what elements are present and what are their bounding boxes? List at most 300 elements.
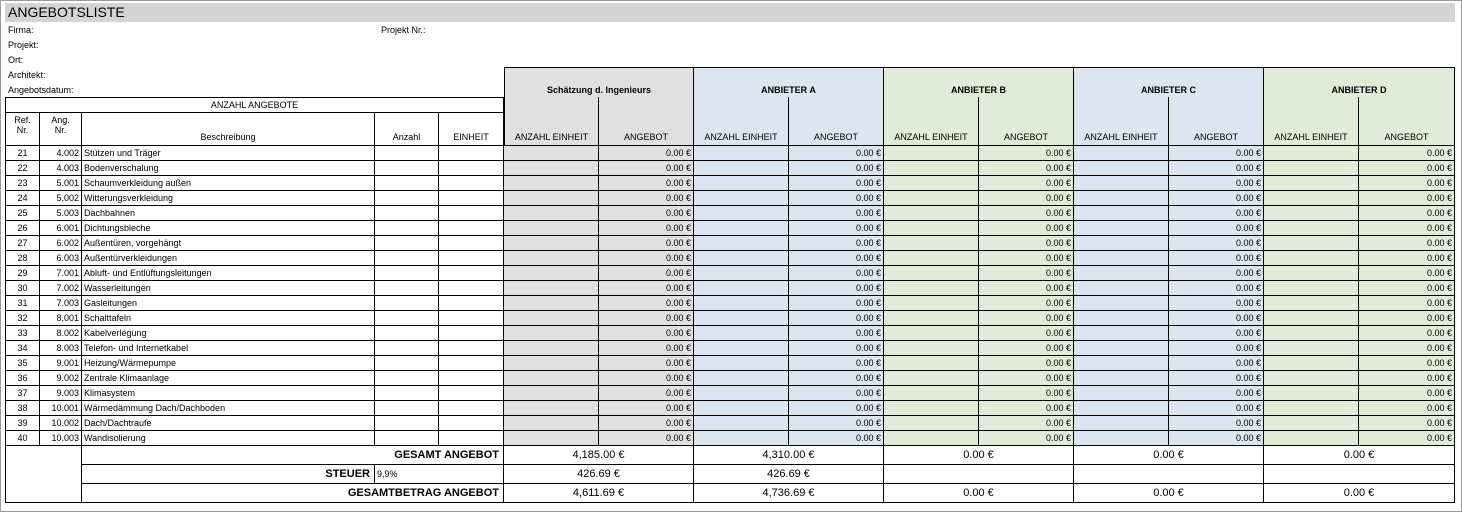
- angebot-value-cell[interactable]: 0.00 €: [789, 356, 884, 371]
- anzahl-einheit-cell[interactable]: [1264, 266, 1359, 281]
- anzahl-cell[interactable]: [375, 251, 439, 266]
- anzahl-einheit-cell[interactable]: [884, 266, 979, 281]
- anzahl-einheit-cell[interactable]: [504, 296, 599, 311]
- anzahl-einheit-cell[interactable]: [1264, 311, 1359, 326]
- einheit-cell[interactable]: [439, 266, 504, 281]
- anzahl-einheit-cell[interactable]: [504, 311, 599, 326]
- ref-cell: 31: [5, 296, 40, 311]
- beschreibung-cell[interactable]: Dach/Dachtraufe: [82, 416, 375, 431]
- angebot-value-cell[interactable]: 0.00 €: [789, 386, 884, 401]
- angebot-value-cell[interactable]: 0.00 €: [1359, 431, 1455, 446]
- angebot-value-cell[interactable]: 0.00 €: [599, 161, 694, 176]
- einheit-cell[interactable]: [439, 221, 504, 236]
- anzahl-einheit-cell[interactable]: [884, 296, 979, 311]
- anzahl-einheit-cell[interactable]: [1264, 401, 1359, 416]
- anzahl-einheit-cell[interactable]: [1264, 416, 1359, 431]
- angebot-value-cell[interactable]: 0.00 €: [789, 161, 884, 176]
- angebot-value-cell[interactable]: 0.00 €: [599, 236, 694, 251]
- ref-cell: 35: [5, 356, 40, 371]
- angebot-value-cell[interactable]: 0.00 €: [1359, 161, 1455, 176]
- angebot-value-cell[interactable]: 0.00 €: [979, 311, 1074, 326]
- angebot-value-cell[interactable]: 0.00 €: [789, 401, 884, 416]
- angebot-value-cell[interactable]: 0.00 €: [599, 386, 694, 401]
- angebot-value-cell[interactable]: 0.00 €: [979, 251, 1074, 266]
- angebot-value-cell[interactable]: 0.00 €: [599, 371, 694, 386]
- angebot-value-cell[interactable]: 0.00 €: [599, 266, 694, 281]
- anzahl-cell[interactable]: [375, 356, 439, 371]
- angebot-value-cell[interactable]: 0.00 €: [979, 296, 1074, 311]
- angebot-value-cell[interactable]: 0.00 €: [789, 191, 884, 206]
- anzahl-einheit-cell[interactable]: [884, 416, 979, 431]
- einheit-cell[interactable]: [439, 281, 504, 296]
- anzahl-einheit-cell[interactable]: [884, 401, 979, 416]
- ang-nr-cell: 8.003: [40, 341, 82, 356]
- anzahl-einheit-cell[interactable]: [884, 371, 979, 386]
- angebot-value-cell[interactable]: 0.00 €: [789, 251, 884, 266]
- angebot-value-cell[interactable]: 0.00 €: [979, 206, 1074, 221]
- anzahl-einheit-cell[interactable]: [1264, 341, 1359, 356]
- einheit-cell[interactable]: [439, 341, 504, 356]
- angebot-value-cell[interactable]: 0.00 €: [979, 356, 1074, 371]
- angebot-header-1: ANGEBOT: [789, 97, 884, 146]
- angebot-value-cell[interactable]: 0.00 €: [979, 191, 1074, 206]
- einheit-cell[interactable]: [439, 161, 504, 176]
- ref-cell: 23: [5, 176, 40, 191]
- einheit-cell[interactable]: [439, 146, 504, 161]
- angebot-value-cell[interactable]: 0.00 €: [599, 356, 694, 371]
- anzahl-einheit-cell[interactable]: [884, 281, 979, 296]
- angebot-value-cell[interactable]: 0.00 €: [979, 326, 1074, 341]
- angebot-value-cell[interactable]: 0.00 €: [979, 401, 1074, 416]
- gesamtbetrag-label: GESAMTBETRAG ANGEBOT: [82, 484, 504, 503]
- anzahl-einheit-cell[interactable]: [694, 401, 789, 416]
- angebot-value-cell[interactable]: 0.00 €: [599, 281, 694, 296]
- anzahl-einheit-cell[interactable]: [1264, 386, 1359, 401]
- anzahl-einheit-cell[interactable]: [1074, 161, 1169, 176]
- anzahl-einheit-cell[interactable]: [504, 416, 599, 431]
- angebot-value-cell[interactable]: 0.00 €: [1169, 281, 1264, 296]
- beschreibung-cell[interactable]: Wärmedämmung Dach/Dachboden: [82, 401, 375, 416]
- angebot-value-cell[interactable]: 0.00 €: [789, 431, 884, 446]
- anzahl-einheit-cell[interactable]: [1074, 206, 1169, 221]
- anzahl-cell[interactable]: [375, 311, 439, 326]
- beschreibung-cell[interactable]: Wandisolierung: [82, 431, 375, 446]
- anzahl-einheit-cell[interactable]: [1074, 311, 1169, 326]
- anzahl-cell[interactable]: [375, 266, 439, 281]
- anzahl-einheit-cell[interactable]: [504, 251, 599, 266]
- anzahl-einheit-cell[interactable]: [884, 386, 979, 401]
- angebot-value-cell[interactable]: 0.00 €: [1359, 266, 1455, 281]
- angebot-value-cell[interactable]: 0.00 €: [1359, 236, 1455, 251]
- anzahl-einheit-cell[interactable]: [884, 311, 979, 326]
- angebot-value-cell[interactable]: 0.00 €: [1359, 176, 1455, 191]
- anzahl-einheit-cell[interactable]: [694, 311, 789, 326]
- anzahl-cell[interactable]: [375, 206, 439, 221]
- anzahl-einheit-cell[interactable]: [884, 221, 979, 236]
- ref-cell: 39: [5, 416, 40, 431]
- einheit-cell[interactable]: [439, 191, 504, 206]
- anzahl-einheit-cell[interactable]: [504, 206, 599, 221]
- anzahl-cell[interactable]: [375, 191, 439, 206]
- anzahl-einheit-cell[interactable]: [694, 146, 789, 161]
- anzahl-einheit-cell[interactable]: [1074, 401, 1169, 416]
- ref-cell: 24: [5, 191, 40, 206]
- anzahl-einheit-cell[interactable]: [1074, 326, 1169, 341]
- angebot-value-cell[interactable]: 0.00 €: [979, 371, 1074, 386]
- angebot-value-cell[interactable]: 0.00 €: [599, 296, 694, 311]
- anzahl-einheit-cell[interactable]: [1264, 236, 1359, 251]
- anzahl-einheit-cell[interactable]: [694, 371, 789, 386]
- datum-label: Angebotsdatum:: [8, 85, 74, 95]
- beschreibung-cell[interactable]: Dichtungsbleche: [82, 221, 375, 236]
- einheit-cell[interactable]: [439, 251, 504, 266]
- angebot-value-cell[interactable]: 0.00 €: [1169, 221, 1264, 236]
- anzahl-einheit-cell[interactable]: [694, 161, 789, 176]
- ang-nr-cell: 6.002: [40, 236, 82, 251]
- angebot-value-cell[interactable]: 0.00 €: [599, 221, 694, 236]
- angebot-value-cell[interactable]: 0.00 €: [789, 341, 884, 356]
- anzahl-einheit-cell[interactable]: [884, 341, 979, 356]
- anzahl-einheit-cell[interactable]: [504, 176, 599, 191]
- anzahl-einheit-cell[interactable]: [694, 431, 789, 446]
- anzahl-einheit-cell[interactable]: [884, 206, 979, 221]
- angebot-value-cell[interactable]: 0.00 €: [789, 281, 884, 296]
- gesamt-value: 0.00 €: [1074, 446, 1264, 465]
- beschreibung-cell[interactable]: Schalttafeln: [82, 311, 375, 326]
- anzahl-einheit-cell[interactable]: [1264, 206, 1359, 221]
- anzahl-einheit-cell[interactable]: [884, 146, 979, 161]
- beschreibung-cell[interactable]: Zentrale Klimaanlage: [82, 371, 375, 386]
- anzahl-cell[interactable]: [375, 146, 439, 161]
- anzahl-einheit-cell[interactable]: [1264, 356, 1359, 371]
- einheit-cell[interactable]: [439, 236, 504, 251]
- anzahl-einheit-cell[interactable]: [504, 221, 599, 236]
- angebot-value-cell[interactable]: 0.00 €: [1169, 431, 1264, 446]
- anzahl-einheit-cell[interactable]: [504, 161, 599, 176]
- anzahl-einheit-cell[interactable]: [1264, 146, 1359, 161]
- angebot-value-cell[interactable]: 0.00 €: [979, 281, 1074, 296]
- anzahl-einheit-cell[interactable]: [1074, 191, 1169, 206]
- angebot-header-4: ANGEBOT: [1359, 97, 1455, 146]
- gesamtbetrag-value: 0.00 €: [884, 484, 1074, 503]
- anzahl-einheit-cell[interactable]: [694, 221, 789, 236]
- anzahl-einheit-cell[interactable]: [504, 431, 599, 446]
- angebot-value-cell[interactable]: 0.00 €: [1169, 416, 1264, 431]
- ang-nr-cell: 9.003: [40, 386, 82, 401]
- anzahl-einheit-cell[interactable]: [1264, 326, 1359, 341]
- angebot-value-cell[interactable]: 0.00 €: [1359, 311, 1455, 326]
- angebot-value-cell[interactable]: 0.00 €: [979, 341, 1074, 356]
- angebot-value-cell[interactable]: 0.00 €: [1169, 146, 1264, 161]
- angebot-value-cell[interactable]: 0.00 €: [979, 146, 1074, 161]
- angebot-value-cell[interactable]: 0.00 €: [599, 326, 694, 341]
- anzahl-einheit-cell[interactable]: [694, 191, 789, 206]
- anzahl-cell[interactable]: [375, 236, 439, 251]
- anzahl-einheit-cell[interactable]: [884, 191, 979, 206]
- angebot-value-cell[interactable]: 0.00 €: [1359, 326, 1455, 341]
- anzahl-einheit-cell[interactable]: [1264, 251, 1359, 266]
- ang-nr-cell: 5.003: [40, 206, 82, 221]
- anzahl-einheit-cell[interactable]: [504, 281, 599, 296]
- angebot-value-cell[interactable]: 0.00 €: [1169, 311, 1264, 326]
- ref-cell: 29: [5, 266, 40, 281]
- angebot-value-cell[interactable]: 0.00 €: [979, 161, 1074, 176]
- anzahl-einheit-cell[interactable]: [694, 296, 789, 311]
- anzahl-cell[interactable]: [375, 281, 439, 296]
- anzahl-einheit-cell[interactable]: [694, 281, 789, 296]
- angebot-value-cell[interactable]: 0.00 €: [599, 431, 694, 446]
- beschreibung-cell[interactable]: Stützen und Träger: [82, 146, 375, 161]
- angebot-value-cell[interactable]: 0.00 €: [1169, 176, 1264, 191]
- angebot-value-cell[interactable]: 0.00 €: [1169, 161, 1264, 176]
- anzahl-einheit-cell[interactable]: [694, 176, 789, 191]
- angebot-value-cell[interactable]: 0.00 €: [1359, 386, 1455, 401]
- angebot-value-cell[interactable]: 0.00 €: [599, 146, 694, 161]
- anzahl-einheit-cell[interactable]: [504, 326, 599, 341]
- einheit-cell[interactable]: [439, 176, 504, 191]
- beschreibung-cell[interactable]: Heizung/Wärmepumpe: [82, 356, 375, 371]
- beschreibung-cell[interactable]: Klimasystem: [82, 386, 375, 401]
- anzahl-einheit-cell[interactable]: [1074, 296, 1169, 311]
- angebot-value-cell[interactable]: 0.00 €: [979, 386, 1074, 401]
- angebot-value-cell[interactable]: 0.00 €: [599, 206, 694, 221]
- angebot-header-2: ANGEBOT: [979, 97, 1074, 146]
- anzahl-einheit-cell[interactable]: [884, 176, 979, 191]
- angebot-value-cell[interactable]: 0.00 €: [599, 416, 694, 431]
- angebot-value-cell[interactable]: 0.00 €: [789, 416, 884, 431]
- anzahl-einheit-cell[interactable]: [694, 356, 789, 371]
- angebot-value-cell[interactable]: 0.00 €: [1359, 371, 1455, 386]
- angebot-value-cell[interactable]: 0.00 €: [1169, 296, 1264, 311]
- anzahl-einheit-cell[interactable]: [884, 431, 979, 446]
- angebot-value-cell[interactable]: 0.00 €: [789, 296, 884, 311]
- einheit-cell[interactable]: [439, 296, 504, 311]
- anzahl-cell[interactable]: [375, 341, 439, 356]
- beschreibung-cell[interactable]: Wasserleitungen: [82, 281, 375, 296]
- angebot-value-cell[interactable]: 0.00 €: [789, 311, 884, 326]
- anzahl-einheit-header-3: ANZAHL EINHEIT: [1074, 97, 1169, 146]
- beschreibung-cell[interactable]: Außentürverkleidungen: [82, 251, 375, 266]
- angebot-value-cell[interactable]: 0.00 €: [1359, 416, 1455, 431]
- anzahl-einheit-cell[interactable]: [504, 266, 599, 281]
- anzahl-einheit-cell[interactable]: [694, 236, 789, 251]
- anzahl-einheit-cell[interactable]: [1264, 431, 1359, 446]
- ang-nr-cell: 10.001: [40, 401, 82, 416]
- anzahl-einheit-cell[interactable]: [504, 386, 599, 401]
- anzahl-einheit-cell[interactable]: [504, 371, 599, 386]
- einheit-cell[interactable]: [439, 356, 504, 371]
- anzahl-einheit-cell[interactable]: [1074, 221, 1169, 236]
- einheit-cell[interactable]: [439, 206, 504, 221]
- einheit-cell[interactable]: [439, 416, 504, 431]
- angebot-value-cell[interactable]: 0.00 €: [1359, 251, 1455, 266]
- beschreibung-cell[interactable]: Dachbahnen: [82, 206, 375, 221]
- anzahl-einheit-cell[interactable]: [504, 401, 599, 416]
- beschreibung-cell[interactable]: Witterungsverkleidung: [82, 191, 375, 206]
- angebot-value-cell[interactable]: 0.00 €: [789, 236, 884, 251]
- einheit-cell[interactable]: [439, 311, 504, 326]
- anzahl-einheit-cell[interactable]: [884, 326, 979, 341]
- anzahl-einheit-cell[interactable]: [1074, 356, 1169, 371]
- angebot-value-cell[interactable]: 0.00 €: [1169, 386, 1264, 401]
- beschreibung-cell[interactable]: Gasleitungen: [82, 296, 375, 311]
- ang-nr-cell: 10.002: [40, 416, 82, 431]
- anzahl-einheit-cell[interactable]: [694, 341, 789, 356]
- anzahl-einheit-header-2: ANZAHL EINHEIT: [884, 97, 979, 146]
- anzahl-einheit-cell[interactable]: [1264, 221, 1359, 236]
- beschreibung-cell[interactable]: Abluft- und Entlüftungsleitungen: [82, 266, 375, 281]
- anzahl-einheit-cell[interactable]: [1074, 266, 1169, 281]
- anzahl-cell[interactable]: [375, 296, 439, 311]
- anzahl-einheit-cell[interactable]: [1264, 176, 1359, 191]
- angebot-value-cell[interactable]: 0.00 €: [1169, 341, 1264, 356]
- ang-nr-cell: 6.003: [40, 251, 82, 266]
- angebot-value-cell[interactable]: 0.00 €: [979, 416, 1074, 431]
- ref-cell: 28: [5, 251, 40, 266]
- angebot-value-cell[interactable]: 0.00 €: [979, 431, 1074, 446]
- beschreibung-cell[interactable]: Kabelverlegung: [82, 326, 375, 341]
- angebot-value-cell[interactable]: 0.00 €: [979, 236, 1074, 251]
- anzahl-einheit-cell[interactable]: [694, 386, 789, 401]
- steuer-value: 426.69 €: [504, 465, 694, 484]
- anzahl-einheit-cell[interactable]: [504, 236, 599, 251]
- anzahl-einheit-cell[interactable]: [504, 356, 599, 371]
- anzahl-cell[interactable]: [375, 371, 439, 386]
- beschreibung-cell[interactable]: Bodenverschalung: [82, 161, 375, 176]
- anzahl-cell[interactable]: [375, 416, 439, 431]
- angebot-value-cell[interactable]: 0.00 €: [979, 266, 1074, 281]
- beschreibung-cell[interactable]: Telefon- und Internetkabel: [82, 341, 375, 356]
- beschreibung-cell[interactable]: Außentüren, vorgehängt: [82, 236, 375, 251]
- anzahl-einheit-cell[interactable]: [694, 266, 789, 281]
- gesamt-value: 0.00 €: [1264, 446, 1455, 465]
- angebot-value-cell[interactable]: 0.00 €: [979, 176, 1074, 191]
- angebot-value-cell[interactable]: 0.00 €: [599, 251, 694, 266]
- anzahl-einheit-cell[interactable]: [1264, 191, 1359, 206]
- anzahl-einheit-cell[interactable]: [1074, 416, 1169, 431]
- anzahl-einheit-cell[interactable]: [884, 236, 979, 251]
- anzahl-einheit-cell[interactable]: [1264, 371, 1359, 386]
- einheit-cell[interactable]: [439, 401, 504, 416]
- beschreibung-cell[interactable]: Schaumverkleidung außen: [82, 176, 375, 191]
- firma-label: Firma:: [8, 25, 34, 35]
- angebot-value-cell[interactable]: 0.00 €: [1359, 401, 1455, 416]
- ang-nr-cell: 4.003: [40, 161, 82, 176]
- angebot-value-cell[interactable]: 0.00 €: [1359, 206, 1455, 221]
- angebot-value-cell[interactable]: 0.00 €: [599, 311, 694, 326]
- angebot-value-cell[interactable]: 0.00 €: [789, 176, 884, 191]
- angebot-value-cell[interactable]: 0.00 €: [1169, 206, 1264, 221]
- angebot-value-cell[interactable]: 0.00 €: [1169, 326, 1264, 341]
- angebot-value-cell[interactable]: 0.00 €: [599, 176, 694, 191]
- angebot-value-cell[interactable]: 0.00 €: [789, 266, 884, 281]
- angebot-value-cell[interactable]: 0.00 €: [599, 341, 694, 356]
- anzahl-einheit-cell[interactable]: [694, 206, 789, 221]
- angebot-value-cell[interactable]: 0.00 €: [979, 221, 1074, 236]
- angebot-value-cell[interactable]: 0.00 €: [789, 206, 884, 221]
- angebot-value-cell[interactable]: 0.00 €: [599, 191, 694, 206]
- anzahl-einheit-cell[interactable]: [1264, 161, 1359, 176]
- anzahl-einheit-cell[interactable]: [1264, 296, 1359, 311]
- anzahl-cell[interactable]: [375, 431, 439, 446]
- anzahl-einheit-cell[interactable]: [1074, 236, 1169, 251]
- anzahl-cell[interactable]: [375, 386, 439, 401]
- sheet-title: ANGEBOTSLISTE: [8, 4, 125, 20]
- angebot-value-cell[interactable]: 0.00 €: [1359, 281, 1455, 296]
- anzahl-einheit-cell[interactable]: [1074, 146, 1169, 161]
- angebot-value-cell[interactable]: 0.00 €: [789, 371, 884, 386]
- angebot-value-cell[interactable]: 0.00 €: [1359, 356, 1455, 371]
- group-header-4: ANBIETER D: [1264, 67, 1455, 97]
- anzahl-einheit-cell[interactable]: [694, 326, 789, 341]
- anzahl-einheit-cell[interactable]: [504, 341, 599, 356]
- anzahl-einheit-cell[interactable]: [504, 146, 599, 161]
- angebot-value-cell[interactable]: 0.00 €: [1359, 221, 1455, 236]
- angebot-value-cell[interactable]: 0.00 €: [789, 221, 884, 236]
- ang-nr-cell: 6.001: [40, 221, 82, 236]
- anzahl-einheit-cell[interactable]: [884, 356, 979, 371]
- angebot-value-cell[interactable]: 0.00 €: [1169, 236, 1264, 251]
- projekt-label: Projekt:: [8, 40, 39, 50]
- einheit-cell[interactable]: [439, 431, 504, 446]
- anzahl-einheit-cell[interactable]: [1074, 371, 1169, 386]
- angebot-value-cell[interactable]: 0.00 €: [789, 326, 884, 341]
- angebot-value-cell[interactable]: 0.00 €: [1169, 356, 1264, 371]
- anzahl-einheit-cell[interactable]: [1074, 386, 1169, 401]
- ref-cell: 27: [5, 236, 40, 251]
- anzahl-cell[interactable]: [375, 161, 439, 176]
- anzahl-cell[interactable]: [375, 401, 439, 416]
- anzahl-cell[interactable]: [375, 326, 439, 341]
- ang-nr-cell: 7.001: [40, 266, 82, 281]
- anzahl-einheit-cell[interactable]: [884, 161, 979, 176]
- anzahl-einheit-cell[interactable]: [1264, 281, 1359, 296]
- angebot-value-cell[interactable]: 0.00 €: [1169, 251, 1264, 266]
- anzahl-einheit-cell[interactable]: [504, 191, 599, 206]
- angebot-value-cell[interactable]: 0.00 €: [1359, 146, 1455, 161]
- angebot-value-cell[interactable]: 0.00 €: [789, 146, 884, 161]
- ang-nr-cell: 4.002: [40, 146, 82, 161]
- anzahl-cell[interactable]: [375, 221, 439, 236]
- ref-cell: 33: [5, 326, 40, 341]
- angebot-value-cell[interactable]: 0.00 €: [1169, 191, 1264, 206]
- anzahl-einheit-cell[interactable]: [1074, 176, 1169, 191]
- anzahl-cell[interactable]: [375, 176, 439, 191]
- angebot-value-cell[interactable]: 0.00 €: [1169, 371, 1264, 386]
- anzahl-einheit-cell[interactable]: [884, 251, 979, 266]
- angebot-value-cell[interactable]: 0.00 €: [1169, 266, 1264, 281]
- einheit-cell[interactable]: [439, 371, 504, 386]
- anzahl-einheit-cell[interactable]: [694, 416, 789, 431]
- bid-table: [5, 67, 1455, 503]
- anzahl-einheit-cell[interactable]: [1074, 251, 1169, 266]
- angebot-value-cell[interactable]: 0.00 €: [1359, 341, 1455, 356]
- einheit-cell[interactable]: [439, 386, 504, 401]
- angebot-value-cell[interactable]: 0.00 €: [1169, 401, 1264, 416]
- anzahl-einheit-cell[interactable]: [694, 251, 789, 266]
- anzahl-einheit-cell[interactable]: [1074, 281, 1169, 296]
- gesamtbetrag-value: 0.00 €: [1074, 484, 1264, 503]
- anzahl-einheit-cell[interactable]: [1074, 341, 1169, 356]
- angebot-value-cell[interactable]: 0.00 €: [599, 401, 694, 416]
- angebot-value-cell[interactable]: 0.00 €: [1359, 296, 1455, 311]
- einheit-cell[interactable]: [439, 326, 504, 341]
- anzahl-einheit-cell[interactable]: [1074, 431, 1169, 446]
- angebot-value-cell[interactable]: 0.00 €: [1359, 191, 1455, 206]
- ang-nr-cell: 5.001: [40, 176, 82, 191]
- ang-nr-cell: 7.003: [40, 296, 82, 311]
- ang-nr-cell: 7.002: [40, 281, 82, 296]
